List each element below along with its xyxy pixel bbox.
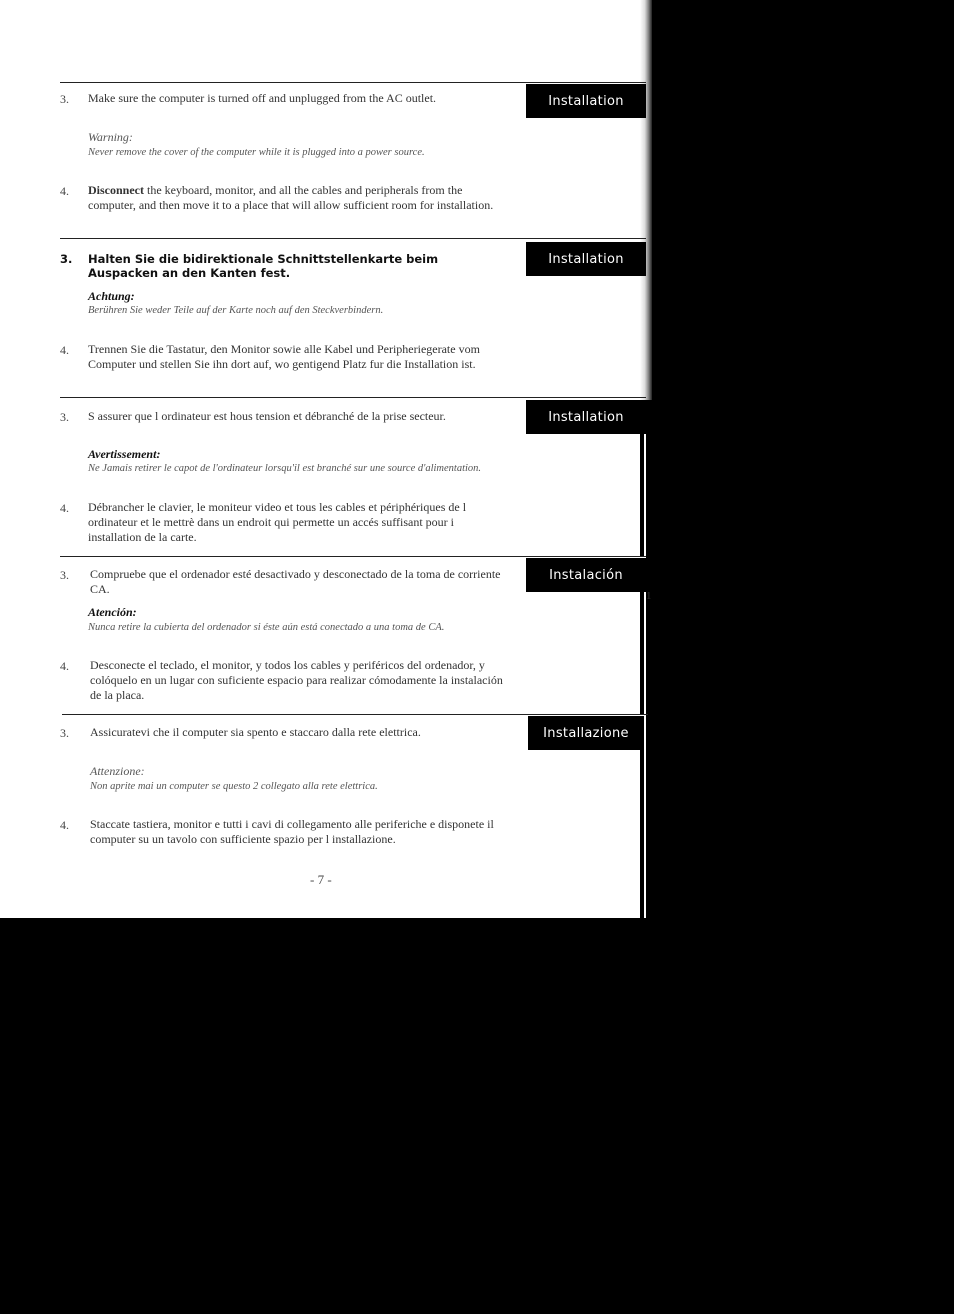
step-number: 4.	[60, 659, 69, 673]
step-text: Compruebe que el ordenador esté desactivado y desconectado de la toma de corriente CA.	[90, 567, 501, 596]
step-number: 3.	[60, 252, 73, 266]
warning-text: Nunca retire la cubierta del ordenador si éste aún está conectado a una toma de CA.	[88, 622, 445, 633]
section-divider	[60, 556, 646, 557]
step-text-rest: the keyboard, monitor, and all the cables and peripherals from the computer, and then move it to a place that will allow sufficient room for installation.	[88, 183, 494, 212]
step-text: Desconecte el teclado, el monitor, y todos los cables y periféricos del ordenador, y colóquelo en un lugar con suficiente espacio para realizar cómodamente la instalación de la placa.	[90, 658, 503, 702]
section-divider	[60, 397, 646, 398]
step-text: Halten Sie die bidirektionale Schnittstellenkarte beim Auspacken an den Kanten fest.	[88, 252, 439, 280]
tab-installazione-it: Installazione	[528, 716, 644, 750]
warning-title: Warning:	[88, 130, 133, 144]
step-text: Débrancher le clavier, le moniteur video et tous les cables et périphériques de l ordinateur et le mettrè dans un endroit qui permette un accés suffisant pour i installation de la carte.	[88, 500, 467, 544]
tab-installation-en: Installation	[526, 84, 646, 118]
step-number: 4.	[60, 184, 69, 198]
step-number: 4.	[60, 343, 69, 357]
scan-shadow	[640, 0, 652, 400]
page-edge-shadow	[640, 592, 644, 714]
tab-installation-es: Instalación	[526, 558, 646, 592]
warning-text: Ne Jamais retirer le capot de l'ordinateur lorsqu'il est branché sur une source d'alimentation.	[88, 463, 482, 474]
warning-text: Never remove the cover of the computer while it is plugged into a power source.	[88, 147, 425, 158]
page-edge-shadow	[640, 750, 644, 918]
section-divider	[60, 238, 646, 239]
warning-title: Avertissement:	[88, 447, 161, 461]
step-number: 4.	[60, 501, 69, 515]
step-number: 3.	[60, 568, 69, 582]
step-text: Trennen Sie die Tastatur, den Monitor sowie alle Kabel und Peripheriegerate vom Computer und stellen Sie ihn dort auf, wo gentigend Platz fur die Installation ist.	[88, 342, 480, 371]
warning-title: Atención:	[88, 605, 137, 619]
tab-installation-fr: Installation	[526, 400, 646, 434]
warning-text: Non aprite mai un computer se questo 2 collegato alla rete elettrica.	[90, 781, 378, 792]
warning-title: Achtung:	[88, 289, 135, 303]
warning-text: Berühren Sie weder Teile auf der Karte noch auf den Steckverbindern.	[88, 305, 384, 316]
stray-mark: 1	[646, 590, 652, 602]
step-text: Staccate tastiera, monitor e tutti i cavi di collegamento alle periferiche e disponete il computer su un tavolo con sufficiente spazio per l installazione.	[90, 817, 494, 846]
step-number: 3.	[60, 410, 69, 424]
step-text: Assicuratevi che il computer sia spento e staccaro dalla rete elettrica.	[90, 725, 421, 739]
tab-installation-de: Installation	[526, 242, 646, 276]
step-text: Make sure the computer is turned off and unplugged from the AC outlet.	[88, 91, 437, 105]
step-text: S assurer que l ordinateur est hous tension et débranché de la prise secteur.	[88, 409, 446, 423]
page-number: - 7 -	[310, 872, 332, 887]
step-number: 3.	[60, 92, 69, 106]
step-number: 3.	[60, 726, 69, 740]
page-edge-shadow	[640, 432, 644, 556]
step-text	[88, 183, 510, 213]
warning-title: Attenzione:	[90, 764, 145, 778]
section-divider	[60, 82, 646, 83]
section-divider	[62, 714, 648, 715]
step-bold-word: Disconnect	[88, 183, 144, 197]
step-number: 4.	[60, 818, 69, 832]
